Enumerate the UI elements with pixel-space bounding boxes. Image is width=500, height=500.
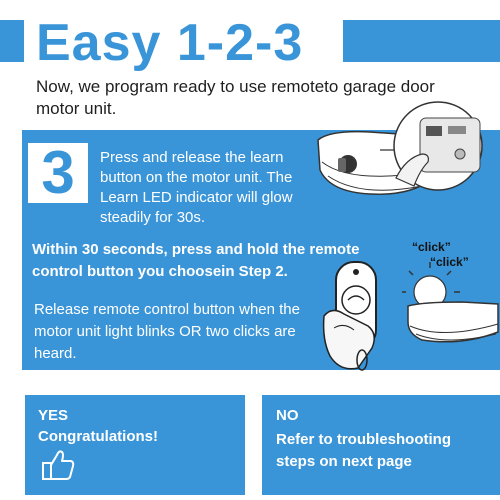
thumbs-up-icon bbox=[40, 447, 76, 483]
no-title: NO bbox=[276, 407, 299, 424]
yes-title: YES bbox=[38, 407, 69, 424]
motor-unit-illustration bbox=[310, 100, 500, 210]
step-instruction-learn: Press and release the learn button on the motor unit. The Learn LED indicator will glow steadily for 30s. bbox=[100, 149, 293, 226]
click-sound-label: “click” bbox=[412, 240, 451, 254]
page-title: Easy 1-2-3 bbox=[36, 14, 304, 72]
intro-text: Now, we program ready to use remoteto garage door motor unit. bbox=[36, 77, 435, 118]
yes-message: Congratulations! bbox=[38, 428, 158, 445]
step-instruction-hold: Within 30 seconds, press and hold the remote control button you choosein Step 2. bbox=[32, 241, 360, 280]
motor-unit-click-illustration bbox=[402, 262, 500, 346]
step-instruction-release: Release remote control button when the motor unit light blinks OR two clicks are heard. bbox=[34, 301, 300, 362]
step-number-badge: 3 bbox=[28, 143, 88, 203]
header-accent-bar-right bbox=[343, 20, 500, 62]
header-accent-bar-left bbox=[0, 20, 24, 62]
no-message: Refer to troubleshooting steps on next page bbox=[276, 431, 451, 470]
click-sound-label: “click” bbox=[430, 255, 469, 269]
remote-control-illustration bbox=[318, 256, 408, 376]
